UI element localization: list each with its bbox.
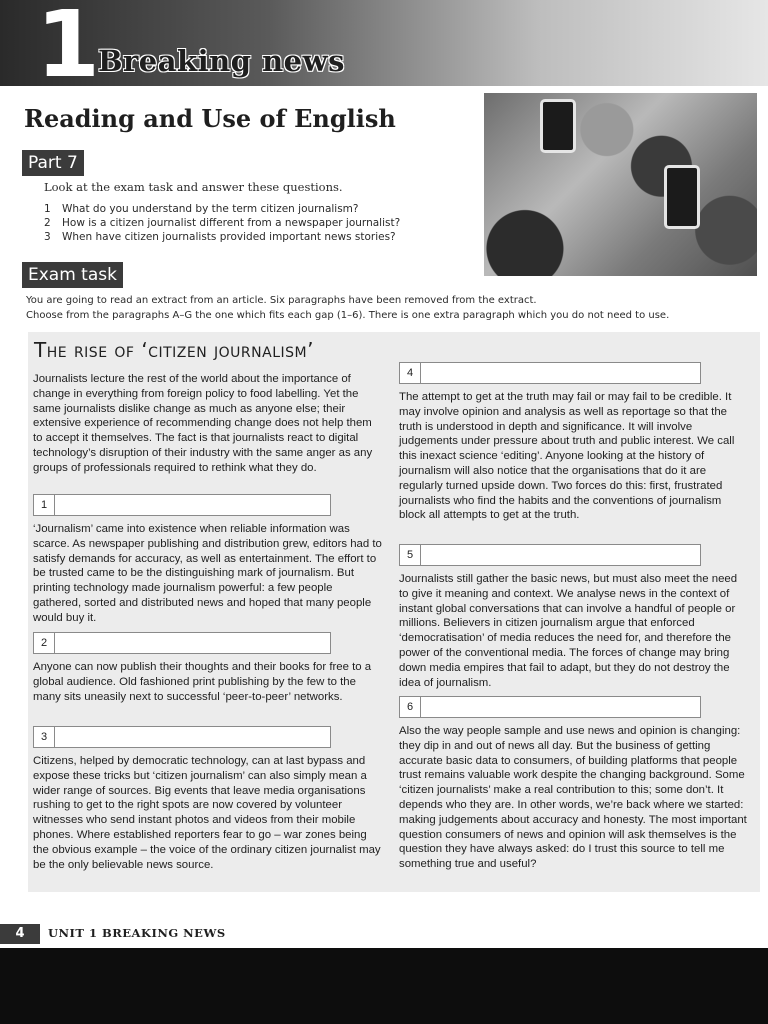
gap-6-answer-box[interactable]: 6 — [399, 696, 701, 718]
scan-bottom-edge — [0, 948, 768, 1024]
list-item: 1 What do you understand by the term citizen journalism? — [44, 203, 359, 215]
paragraph: The attempt to get at the truth may fail or may fail to be credible. It may involve opinion and analysis as well as reportage so that the truth is understood in depth and significance. It will involve judgements under pressure about truth and public interest. We call this inexact science ‘editing’. Anyone looking at the history of journalism will also notice that the organisations that do it are regularly turned upside down. Two forces do this: first, frustrated journalists who find the habits and the conventions of journalism block all attempts to get at the truth. — [399, 391, 735, 522]
part-label: Part 7 — [22, 150, 84, 176]
gap-2-answer-box[interactable]: 2 — [33, 632, 331, 654]
gap-5-answer-box[interactable]: 5 — [399, 544, 701, 566]
list-item: 3 When have citizen journalists provided important news stories? — [44, 231, 396, 243]
page-number: 4 — [0, 924, 40, 944]
list-item: 2 How is a citizen journalist different from a newspaper journalist? — [44, 217, 401, 229]
section-title: Reading and Use of English — [24, 104, 396, 133]
exam-instructions: You are going to read an extract from an article. Six paragraphs have been removed from the extract. Choose from the paragraphs A–G the one which fits each gap (1–6). There is one extra paragraph which you do not need to use. — [26, 295, 670, 321]
exam-task-label: Exam task — [22, 262, 123, 288]
paragraph: Anyone can now publish their thoughts and their books for free to a global audience. Old fashioned print publishing by the few to the many sits uneasily next to successful ‘peer-to-peer’ networks. — [33, 661, 372, 703]
article-title: The rise of ‘citizen journalism’ — [34, 338, 314, 362]
phone-image — [540, 99, 576, 153]
gap-4-answer-box[interactable]: 4 — [399, 362, 701, 384]
paragraph: Also the way people sample and use news and opinion is changing: they dip in and out of news all day. But the business of getting accurate basic data to consumers, of building platforms that people trust remains valuable work despite the changing background. Some ‘citizen journalists’ make a real contribution to this; some don’t. It depends who they are. In other words, we’re back where we started: making judgements about accuracy and honesty. The most important question consumers of news and opinion will ask themselves is the question they have always asked: do I trust this source to tell me something true and useful? — [399, 725, 747, 871]
gap-3-answer-box[interactable]: 3 — [33, 726, 331, 748]
question-list — [44, 202, 474, 244]
paragraph: ‘Journalism’ came into existence when reliable information was scarce. As newspaper publishing and distribution grew, editors had to satisfy demands for accuracy, as well as entertainment. The effort to be trusted came to be the distinguishing mark of journalism. But printing technology made journalism powerful: a few people gathered, sorted and distributed news and hoped that many people would buy it. — [33, 523, 382, 624]
crowd-phones-photo — [484, 93, 757, 276]
paragraph: Citizens, helped by democratic technology, can at last bypass and expose these tricks but ‘citizen journalism’ can also simply mean a wider range of sources. Big events that leave media organisations rushing to get to the right spots are now covered by volunteer witnesses who send instant photos and videos from their mobile phones. Where established reporters fear to go – war zones being the obvious example – the voice of the ordinary citizen journalist may be the only believable news source. — [33, 755, 381, 871]
footer-running-title: UNIT 1 BREAKING NEWS — [48, 926, 226, 940]
gap-1-answer-box[interactable]: 1 — [33, 494, 331, 516]
unit-number: 1 — [36, 0, 101, 98]
phone-image — [664, 165, 700, 229]
paragraph: Journalists still gather the basic news, but must also meet the need to give it meaning and context. We analyse news in the context of instant global conversations that can involve a handful of people or millions. Believers in citizen journalism argue that enforced ‘democratisation’ of media reduces the need for, and therefore the power of the conventional media. The forces of change may bring down media empires that fail to adapt, but they do not destroy the idea of journalism. — [399, 573, 738, 689]
unit-title: Breaking news — [98, 44, 345, 78]
paragraph: Journalists lecture the rest of the world about the importance of change in everything from foreign policy to food labelling. Yet the same journalists dislike change as much as anyone else; their extensive experience of recommending change does not help them to accept it themselves. The fact is that journalists react to digital technology’s disruption of their industry with the same anger as any groups of professionals required to rethink what they do. — [33, 373, 373, 474]
intro-text: Look at the exam task and answer these questions. — [44, 180, 343, 194]
